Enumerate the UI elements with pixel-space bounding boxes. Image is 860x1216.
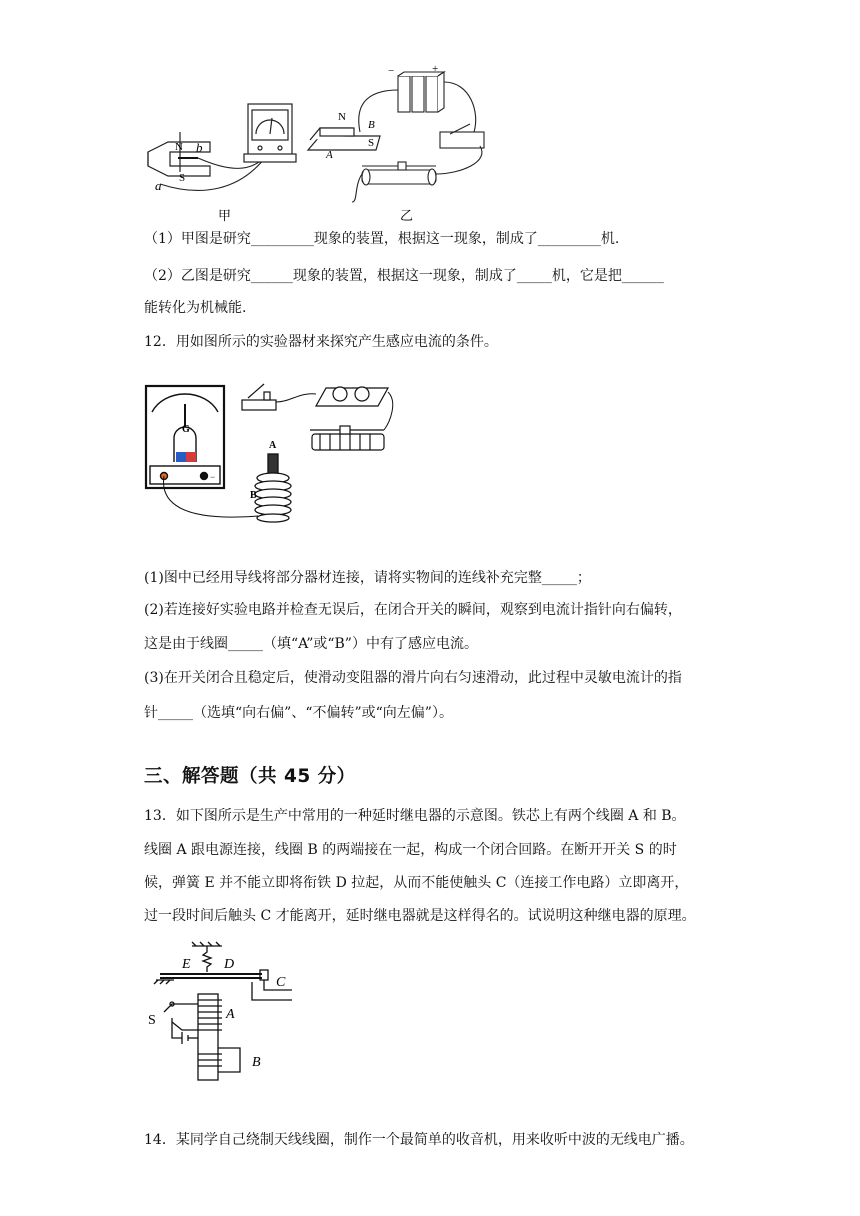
- coil-assembly: [255, 454, 291, 522]
- label-b: b: [196, 140, 203, 155]
- label-a: a: [155, 178, 162, 193]
- label-A-yi: A: [326, 149, 333, 161]
- label-B: B: [252, 1055, 261, 1070]
- label-S-jia: S: [179, 172, 186, 184]
- label-S-yi: S: [368, 137, 375, 149]
- q14-line1: 14．某同学自己绕制天线线圈，制作一个最简单的收音机，用来收听中波的无线电广播。: [144, 1132, 694, 1148]
- label-G: G: [182, 424, 190, 435]
- rheostat: [310, 426, 384, 450]
- label-minus-G: −: [210, 472, 216, 482]
- label-plus-battery: +: [432, 63, 439, 75]
- label-A: A: [226, 1007, 235, 1022]
- q13-line4: 过一段时间后触头 C 才能离开，延时继电器就是这样得名的。试说明这种继电器的原理。: [144, 908, 696, 924]
- figure-induction-apparatus: [140, 372, 400, 528]
- label-E: E: [182, 957, 191, 972]
- caption-yi: 乙: [400, 208, 414, 223]
- q11-line2: （2）乙图是研究______现象的装置，根据这一现象，制成了_____机，它是把______: [144, 268, 664, 284]
- label-B-yi: B: [368, 119, 375, 131]
- figure-generator-motor: [140, 62, 500, 223]
- label-minus-battery: −: [388, 65, 395, 77]
- q12-part1: (1)图中已经用导线将部分器材连接，请将实物间的连线补充完整_____；: [144, 570, 591, 586]
- galvanometer-jia: [244, 104, 296, 162]
- rheostat-yi: [362, 162, 436, 185]
- q13-line2: 线圈 A 跟电源连接，线圈 B 的两端接在一起，构成一个闭合回路。在断开开关 S 的时: [144, 842, 677, 858]
- q12-part3-a: (3)在开关闭合且稳定后，使滑动变阻器的滑片向右匀速滑动，此过程中灵敏电流计的指: [144, 670, 682, 686]
- switch-yi: [440, 124, 484, 148]
- figure-delay-relay: [142, 942, 312, 1084]
- q12-part2-a: (2)若连接好实验电路并检查无误后，在闭合开关的瞬间，观察到电流计指针向右偏转，: [144, 602, 682, 618]
- q12-part3-b: 针_____（选填“向右偏”、“不偏转”或“向左偏”）。: [144, 705, 453, 721]
- label-C: C: [276, 975, 286, 990]
- label-D: D: [224, 957, 235, 972]
- battery-yi: [398, 72, 444, 112]
- battery: [316, 387, 388, 406]
- q13-line1: 13．如下图所示是生产中常用的一种延时继电器的示意图。铁芯上有两个线圈 A 和 B。: [144, 808, 686, 824]
- caption-jia: 甲: [218, 208, 232, 223]
- label-N-yi: N: [338, 111, 346, 123]
- switch: [242, 384, 276, 410]
- q12-part2-b: 这是由于线圈_____（填“A”或“B”）中有了感应电流。: [144, 636, 478, 652]
- label-coil-B: B: [250, 490, 257, 501]
- label-S: S: [148, 1013, 156, 1028]
- q12-intro: 12．用如图所示的实验器材来探究产生感应电流的条件。: [144, 334, 498, 350]
- section-heading: 三、解答题（共 45 分）: [144, 766, 356, 787]
- label-coil-A: A: [269, 440, 277, 451]
- q13-line3: 候，弹簧 E 并不能立即将衔铁 D 拉起，从而不能使触头 C（连接工作电路）立即离开，: [144, 875, 689, 891]
- label-N-jia: N: [175, 141, 183, 153]
- q11-line1: （1）甲图是研究_________现象的装置，根据这一现象，制成了_________机.: [144, 231, 620, 247]
- q11-line3: 能转化为机械能.: [144, 300, 247, 316]
